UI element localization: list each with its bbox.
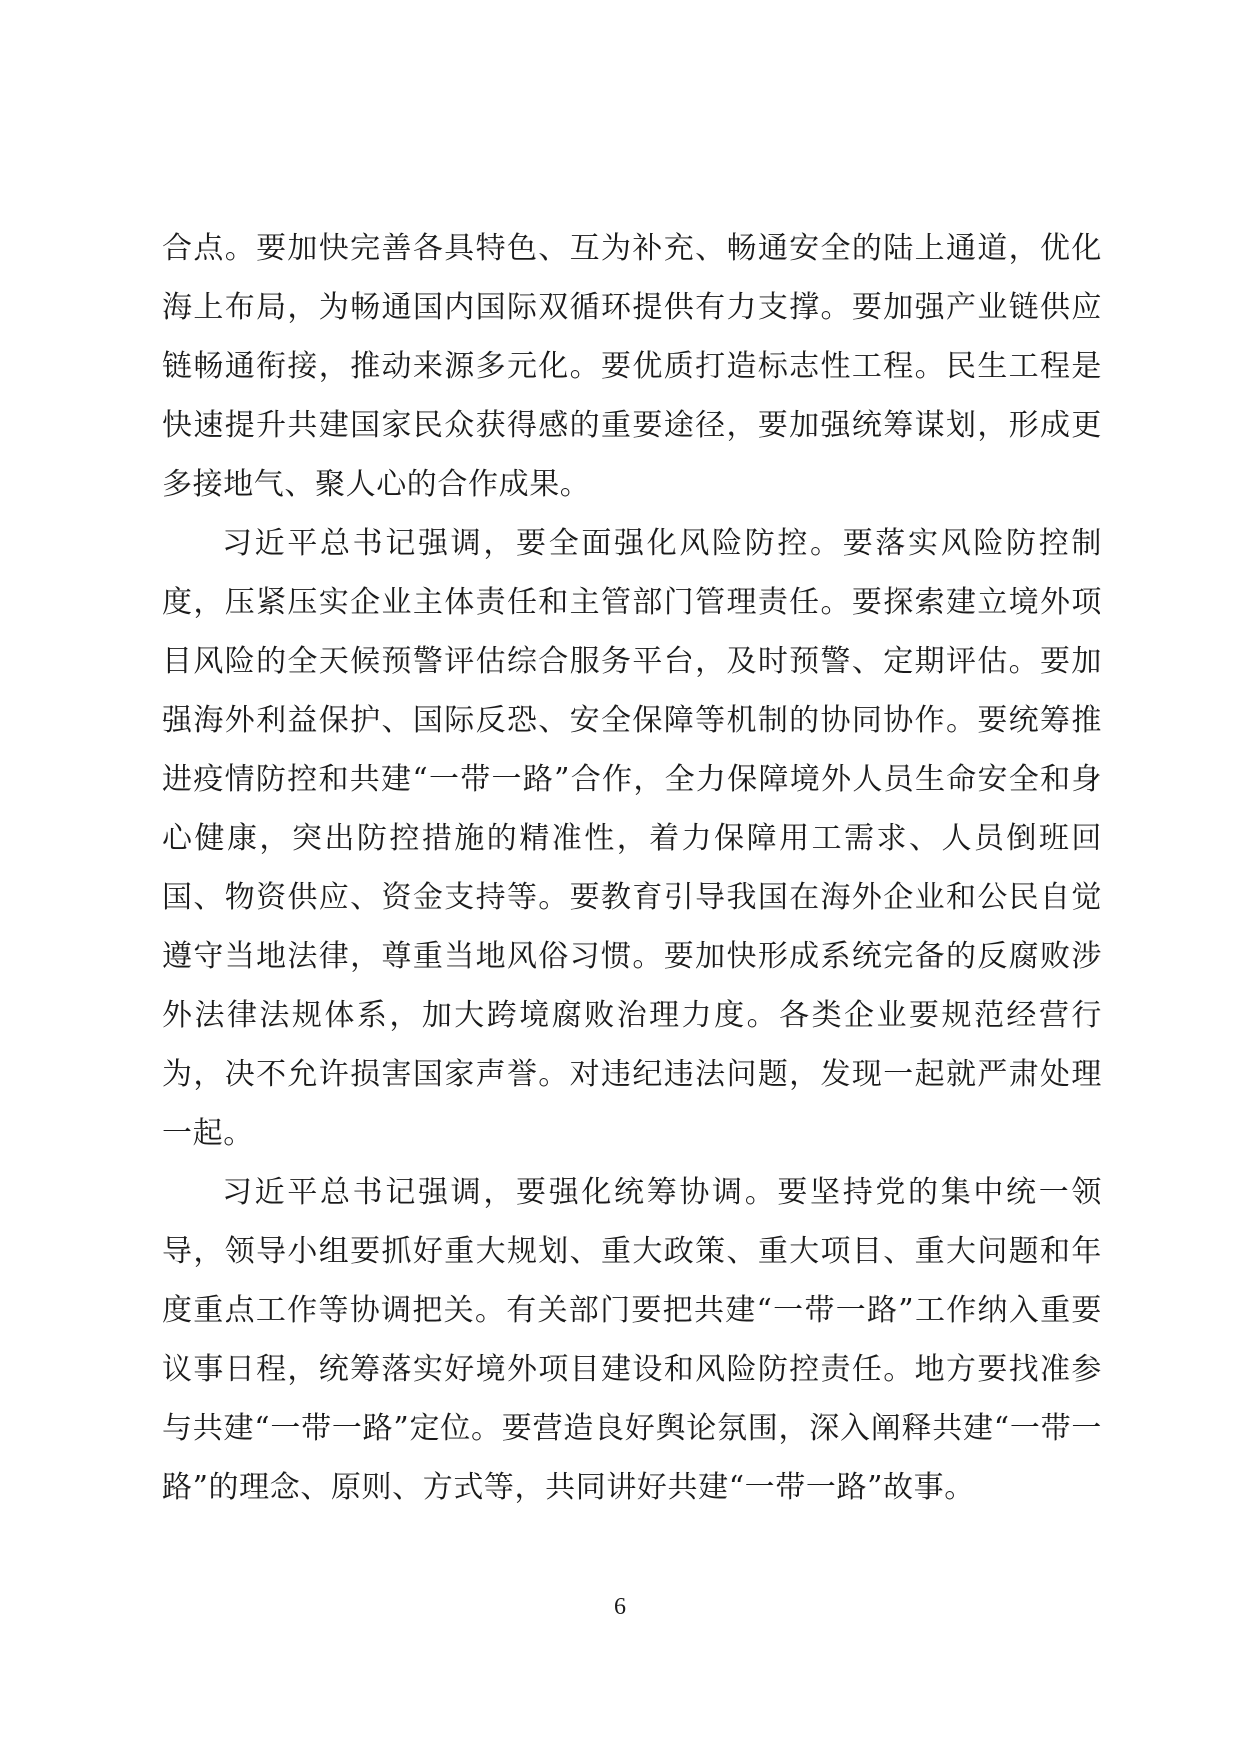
- paragraph-3: 习近平总书记强调，要强化统筹协调。要坚持党的集中统一领导，领导小组要抓好重大规划、重大政策、重大项目、重大问题和年度重点工作等协调把关。有关部门要把共建“一带一路”工作纳入重要议事日程，统筹落实好境外项目建设和风险防控责任。地方要找准参与共建“一带一路”定位。要营造良好舆论氛围，深入阐释共建“一带一路”的理念、原则、方式等，共同讲好共建“一带一路”故事。: [162, 1175, 1102, 1505]
- paragraph-2: 习近平总书记强调，要全面强化风险防控。要落实风险防控制度，压紧压实企业主体责任和主管部门管理责任。要探索建立境外项目风险的全天候预警评估综合服务平台，及时预警、定期评估。要加强海外利益保护、国际反恐、安全保障等机制的协同协作。要统筹推进疫情防控和共建“一带一路”合作，全力保障境外人员生命安全和身心健康，突出防控措施的精准性，着力保障用工需求、人员倒班回国、物资供应、资金支持等。要教育引导我国在海外企业和公民自觉遵守当地法律，尊重当地风俗习惯。要加快形成系统完备的反腐败涉外法律法规体系，加大跨境腐败治理力度。各类企业要规范经营行为，决不允许损害国家声誉。对违纪违法问题，发现一起就严肃处理一起。: [162, 526, 1102, 1151]
- page-number: 6: [614, 1594, 626, 1620]
- body-text: [162, 219, 1102, 1517]
- paragraph-1: 合点。要加快完善各具特色、互为补充、畅通安全的陆上通道，优化海上布局，为畅通国内国际双循环提供有力支撑。要加强产业链供应链畅通衔接，推动来源多元化。要优质打造标志性工程。民生工程是快速提升共建国家民众获得感的重要途径，要加强统筹谋划，形成更多接地气、聚人心的合作成果。: [162, 231, 1102, 502]
